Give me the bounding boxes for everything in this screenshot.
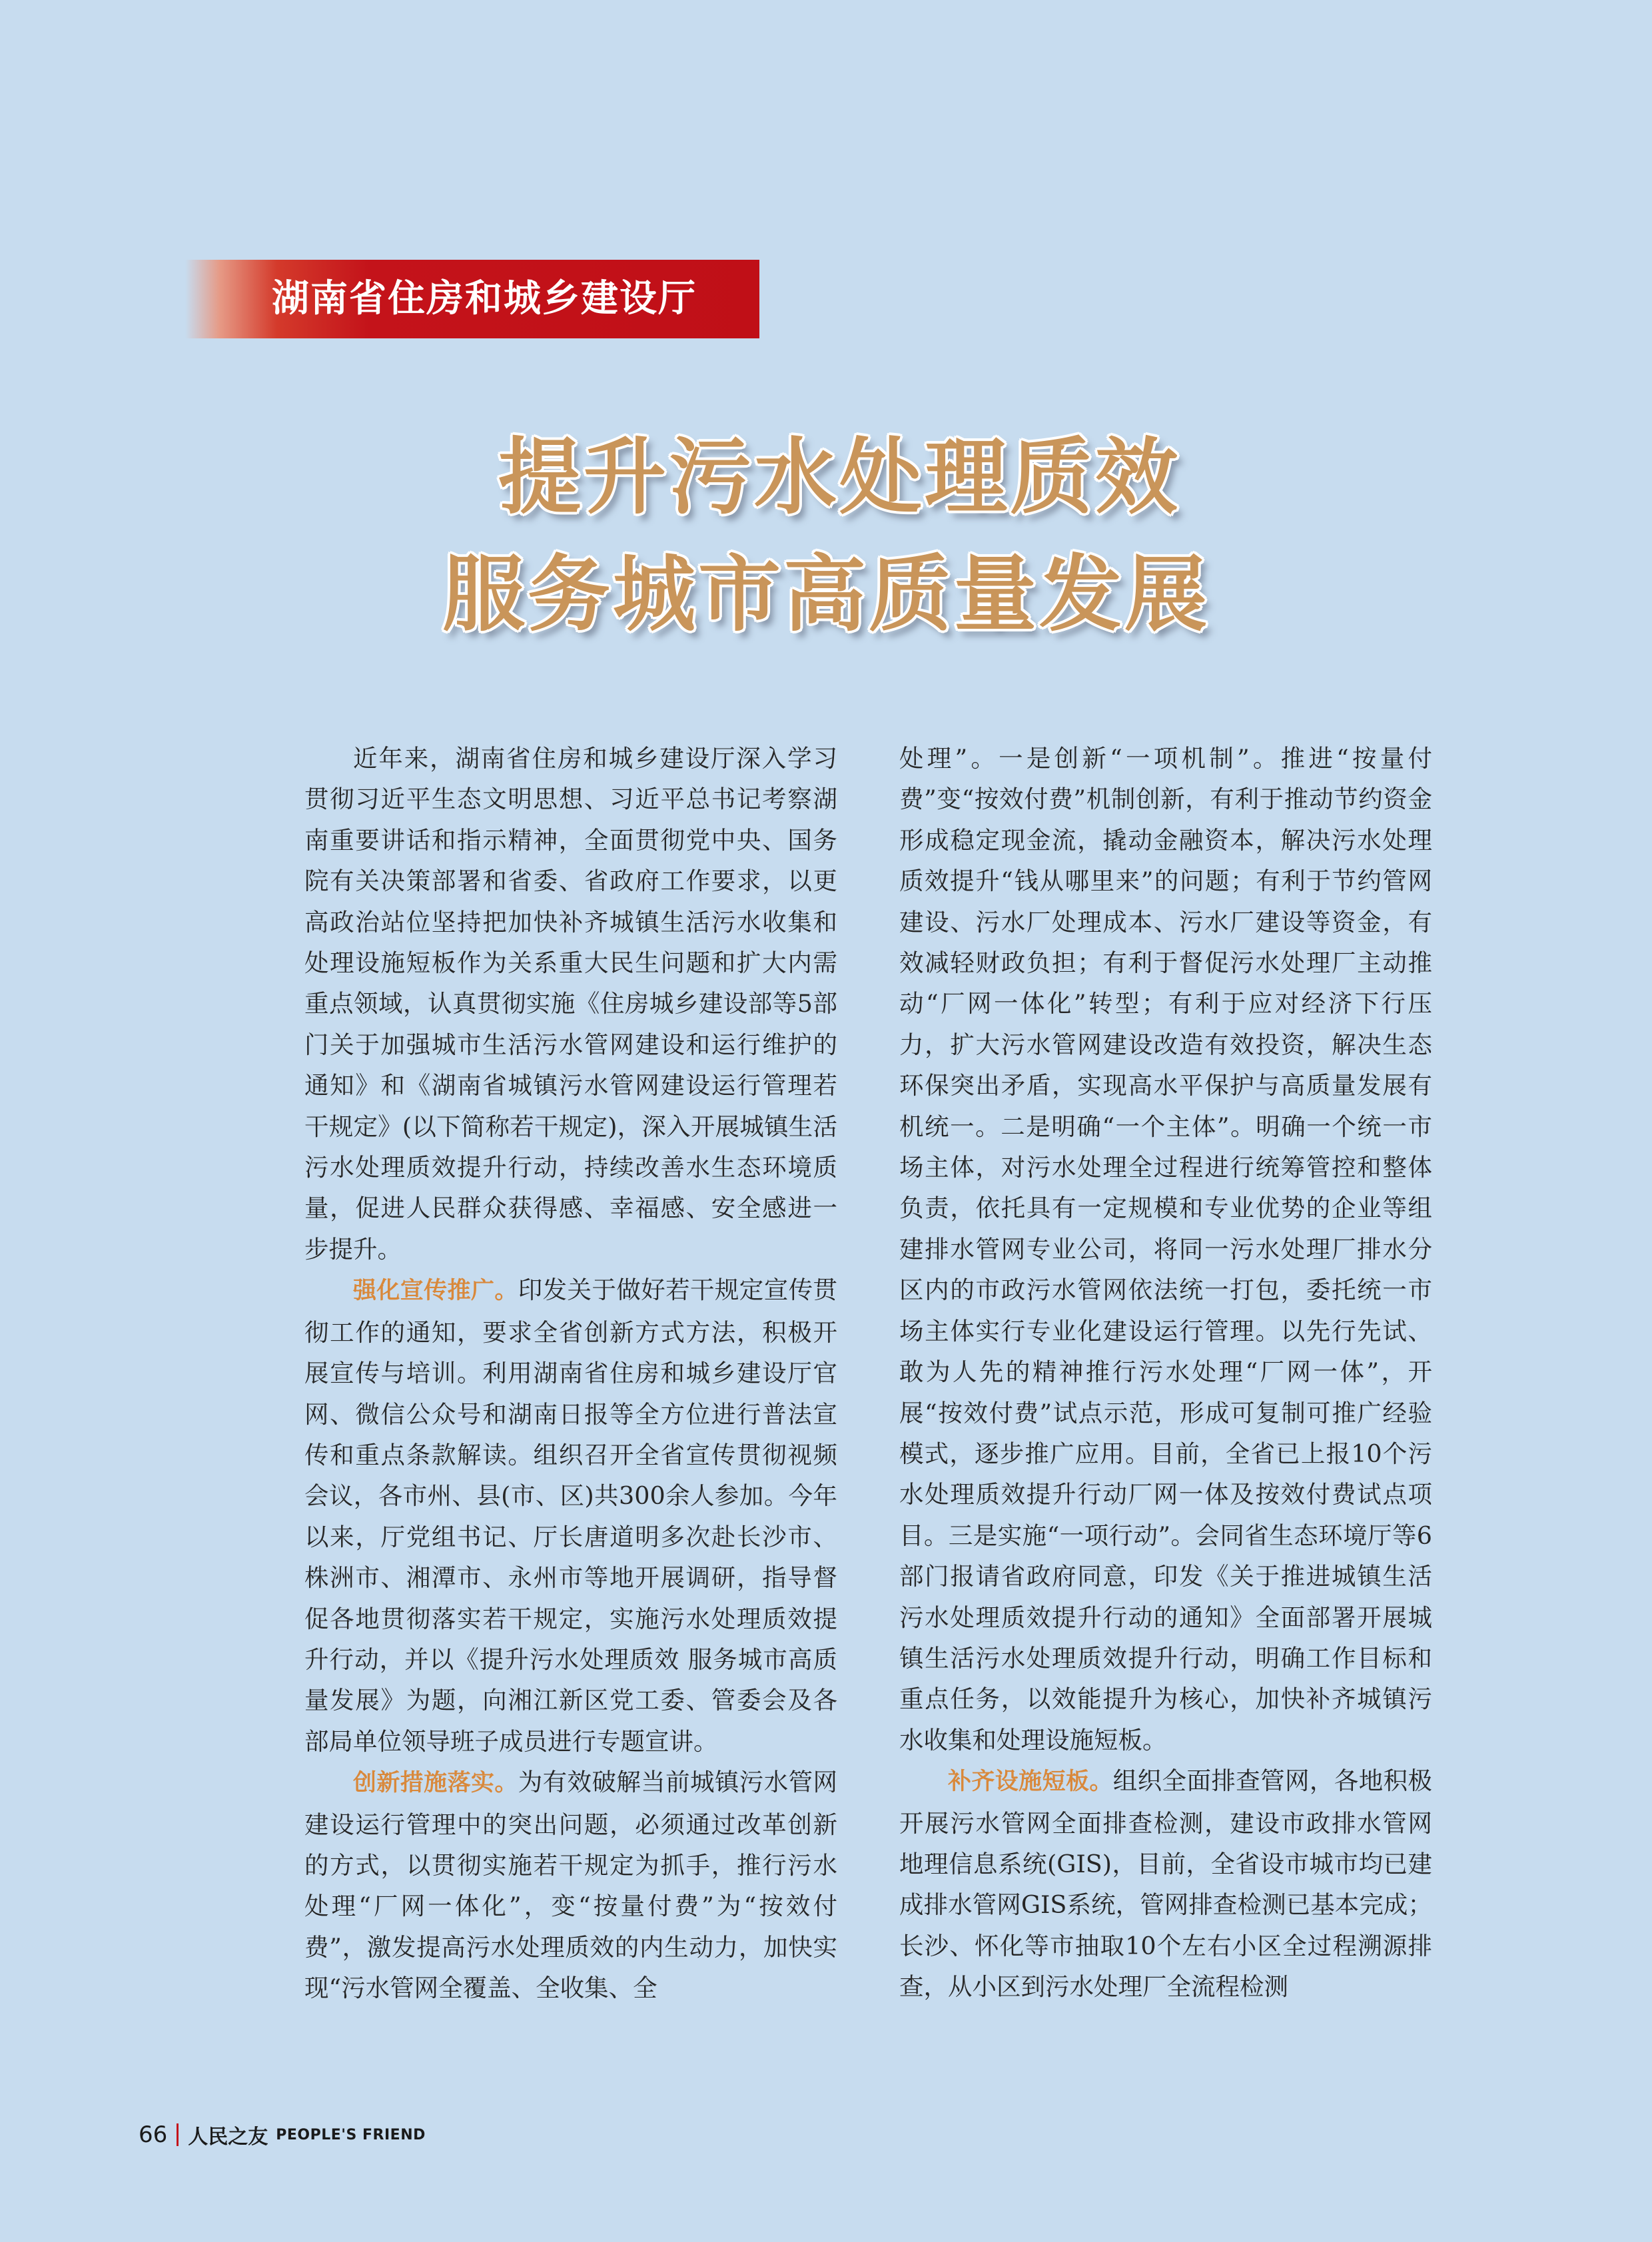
section-paragraph-publicity (304, 1270, 837, 1762)
section-body-innovation: 为有效破解当前城镇污水管网建设运行管理中的突出问题，必须通过改革创新的方式，以贯彻实施若干规定为抓手，推行污水处理“厂网一体化”，变“按量付费”为“按效付费”，激发提高污水处理质效的内生动力，加快实现“污水管网全覆盖、全收集、全 (304, 1768, 837, 2003)
section-heading-facilities: 补齐设施短板。 (948, 1768, 1113, 1796)
section-body-publicity: 印发关于做好若干规定宣传贯彻工作的通知，要求全省创新方式方法，积极开展宣传与培训。利用湖南省住房和城乡建设厅官网、微信公众号和湖南日报等全方位进行普法宣传和重点条款解读。组织召开全省宣传贯彻视频会议，各市州、县(市、区)共300余人参加。今年以来，厅党组书记、厅长唐道明多次赴长沙市、株洲市、湘潭市、永州市等地开展调研，指导督促各地贯彻落实若干规定，实施污水处理质效提升行动，并以《提升污水处理质效 服务城市高质量发展》为题，向湘江新区党工委、管委会及各部局单位领导班子成员进行专题宣讲。 (304, 1276, 837, 1756)
department-banner (185, 260, 759, 338)
magazine-name-chinese: 人民之友 (188, 2125, 268, 2149)
page-footer (139, 2118, 426, 2151)
section-paragraph-facilities (899, 1760, 1432, 2007)
intro-paragraph (304, 738, 837, 1270)
magazine-name-english: PEOPLE'S FRIEND (276, 2126, 426, 2143)
footer-divider (177, 2123, 179, 2146)
section-heading-innovation: 创新措施落实。 (353, 1770, 518, 1797)
intro-text: 近年来，湖南省住房和城乡建设厅深入学习贯彻习近平生态文明思想、习近平总书记考察湖南重要讲话和指示精神，全面贯彻党中央、国务院有关决策部署和省委、省政府工作要求，以更高政治站位坚持把加快补齐城镇生活污水收集和处理设施短板作为关系重大民生问题和扩大内需重点领域，认真贯彻实施《住房城乡建设部等5部门关于加强城市生活污水管网建设和运行维护的通知》和《湖南省城镇污水管网建设运行管理若干规定》(以下简称若干规定)，深入开展城镇生活污水处理质效提升行动，持续改善水生态环境质量，促进人民群众获得感、幸福感、安全感进一步提升。 (304, 744, 837, 1264)
headline-line-1: 提升污水处理质效 (498, 430, 1180, 526)
section-body-innovation-continued: 处理”。一是创新“一项机制”。推进“按量付费”变“按效付费”机制创新，有利于推动节约资金形成稳定现金流，撬动金融资本，解决污水处理质效提升“钱从哪里来”的问题；有利于节约管网建设、污水厂处理成本、污水厂建设等资金，有效减轻财政负担；有利于督促污水处理厂主动推动“厂网一体化”转型；有利于应对经济下行压力，扩大污水管网建设改造有效投资，解决生态环保突出矛盾，实现高水平保护与高质量发展有机统一。二是明确“一个主体”。明确一个统一市场主体，对污水处理全过程进行统筹管控和整体负责，依托具有一定规模和专业优势的企业等组建排水管网专业公司，将同一污水处理厂排水分区内的市政污水管网依法统一打包，委托统一市场主体实行专业化建设运行管理。以先行先试、敢为人先的精神推行污水处理“厂网一体”，开展“按效付费”试点示范，形成可复制可推广经验模式，逐步推广应用。目前，全省已上报10个污水处理质效提升行动厂网一体及按效付费试点项目。三是实施“一项行动”。会同省生态环境厅等6部门报请省政府同意，印发《关于推进城镇生活污水处理质效提升行动的通知》全面部署开展城镇生活污水处理质效提升行动，明确工作目标和重点任务，以效能提升为核心，加快补齐城镇污水收集和处理设施短板。 (899, 744, 1432, 1754)
section-body-facilities: 组织全面排查管网，各地积极开展污水管网全面排查检测，建设市政排水管网地理信息系统(GIS)，目前，全省设市城市均已建成排水管网GIS系统，管网排查检测已基本完成；长沙、怀化等市抽取10个左右小区全过程溯源排查，从小区到污水处理厂全流程检测 (899, 1766, 1432, 2002)
article-column-right (899, 738, 1432, 2008)
headline-line-2: 服务城市高质量发展 (442, 547, 1210, 643)
section-paragraph-innovation (304, 1762, 837, 2008)
section-heading-publicity: 强化宣传推广。 (353, 1278, 518, 1305)
section-paragraph-innovation-continued (899, 738, 1432, 1760)
article-column-left (304, 738, 837, 2009)
page-number: 66 (139, 2121, 168, 2148)
department-name: 湖南省住房和城乡建设厅 (272, 277, 697, 320)
